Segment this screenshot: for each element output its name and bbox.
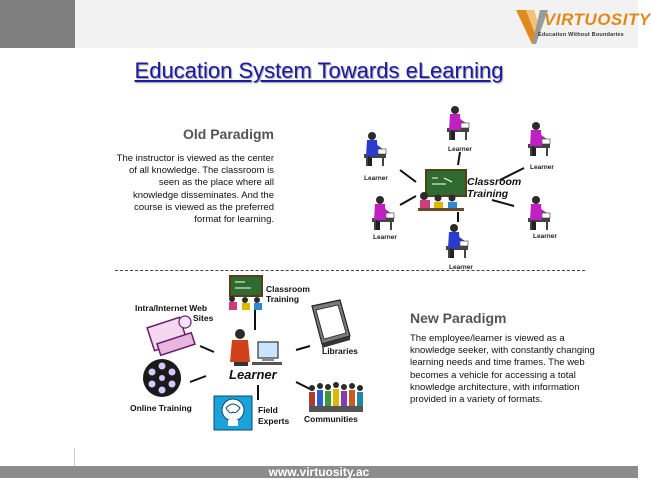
logo-wordmark: VIRTUOSITY	[544, 10, 651, 29]
learner-label: Learner	[449, 264, 473, 271]
learner-computer-icon	[230, 329, 282, 366]
old-paradigm-line: course is viewed as the preferred	[134, 201, 274, 213]
connector-line	[492, 200, 514, 206]
learner-center-label: Learner	[229, 367, 277, 382]
classroom-diagram	[364, 106, 557, 271]
new-paradigm-heading: New Paradigm	[410, 310, 507, 326]
intranet-label: Sites	[193, 313, 214, 323]
old-paradigm-line: format for learning.	[194, 214, 274, 226]
learner-label: Learner	[364, 175, 388, 182]
classroom-training-label: Classroom	[266, 284, 310, 294]
old-paradigm-heading: Old Paradigm	[182, 126, 274, 142]
slide-title: Education System Towards eLearning	[134, 58, 504, 83]
learner-label: Learner	[448, 146, 472, 153]
community-people-icon	[309, 382, 363, 412]
learner-icon	[528, 122, 550, 156]
communities-label: Communities	[304, 414, 358, 424]
field-experts-label: Field	[258, 405, 278, 415]
learner-icon	[364, 132, 386, 166]
classroom-label: Training	[467, 188, 509, 200]
expert-head-icon	[214, 396, 252, 430]
online-training-label: Online Training	[130, 403, 192, 413]
new-paradigm-line: provided in a variety of formats.	[410, 394, 543, 406]
library-book-icon	[312, 300, 350, 348]
intranet-label: Intra/Internet Web	[135, 303, 208, 313]
learner-label: Learner	[533, 233, 557, 240]
classroom-training-label: Training	[266, 294, 300, 304]
laptop-icon	[147, 316, 195, 355]
learner-icon	[446, 224, 468, 258]
connector-line	[200, 346, 214, 352]
learner-diagram	[130, 276, 363, 430]
learner-label: Learner	[373, 234, 397, 241]
field-experts-label: Experts	[258, 416, 290, 426]
learner-icon	[528, 196, 550, 230]
connector-line	[458, 152, 460, 165]
old-paradigm-line: knowledge disseminates. And the	[132, 189, 274, 201]
connector-line	[190, 376, 206, 382]
classroom-icon	[229, 276, 262, 310]
learner-icon	[372, 196, 394, 230]
libraries-label: Libraries	[322, 346, 358, 356]
new-paradigm-line: learning needs and time frames. The web	[410, 357, 585, 369]
old-paradigm-line: The instructor is viewed as the center	[116, 153, 274, 164]
learner-label: Learner	[530, 164, 554, 171]
classroom-label: Classroom	[467, 176, 522, 188]
film-reel-icon	[143, 359, 181, 397]
new-paradigm-line: becomes a vehicle for accessing a total	[410, 369, 576, 381]
old-paradigm-line: of all knowledge. The classroom is	[128, 165, 274, 177]
new-paradigm-line: knowledge seeker, with constantly changing	[410, 345, 595, 357]
new-paradigm-line: The employee/learner is viewed as a	[410, 333, 565, 344]
connector-line	[400, 170, 416, 182]
new-paradigm-line: knowledge architecture, with information	[410, 381, 580, 393]
logo-tagline: Education Without Boundaries	[538, 32, 624, 38]
footer-url[interactable]: www.virtuosity.ac	[268, 465, 370, 479]
connector-line	[296, 346, 310, 350]
learner-icon	[447, 106, 469, 140]
connector-line	[400, 196, 416, 205]
old-paradigm-line: seen as the place where all	[158, 177, 274, 189]
classroom-training-icon	[418, 170, 466, 211]
